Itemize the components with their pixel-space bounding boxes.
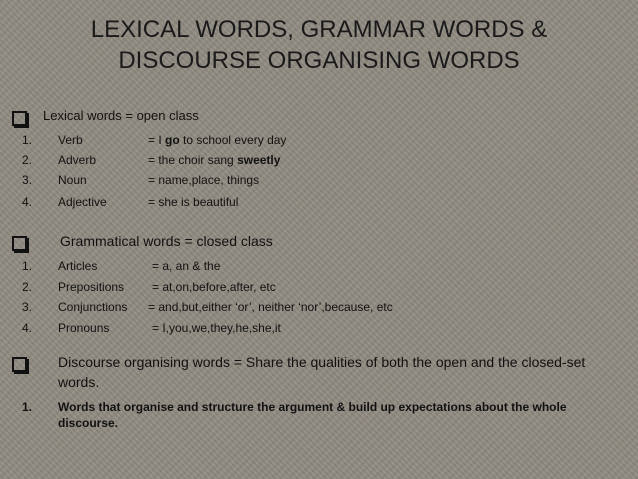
item-number: 1. bbox=[22, 400, 33, 414]
discourse-heading bbox=[12, 354, 27, 372]
item-number: 1. bbox=[22, 133, 33, 147]
slide-title bbox=[0, 14, 638, 76]
item-definition: = name,place, things bbox=[148, 173, 260, 187]
title-line-1: LEXICAL WORDS, GRAMMAR WORDS & bbox=[90, 16, 548, 43]
item-number: 2. bbox=[22, 153, 33, 167]
item-number: 4. bbox=[22, 195, 33, 209]
lexical-item-3 bbox=[22, 172, 259, 188]
item-definition: = at,on,before,after, etc bbox=[152, 280, 276, 294]
item-term: Articles bbox=[58, 259, 98, 273]
item-term: Adjective bbox=[58, 195, 107, 209]
item-term: Adverb bbox=[58, 153, 97, 167]
item-term: Noun bbox=[58, 173, 87, 187]
item-definition: = and,but,either ‘or’, neither ‘nor’,because, etc bbox=[148, 300, 393, 314]
grammatical-item-4 bbox=[22, 320, 281, 336]
item-definition: = I go to school every day bbox=[148, 133, 287, 147]
lexical-heading-text: Lexical words = open class bbox=[43, 108, 199, 123]
item-definition: = the choir sang sweetly bbox=[148, 153, 281, 167]
item-term: Verb bbox=[58, 133, 83, 147]
item-number: 1. bbox=[22, 259, 33, 273]
grammatical-heading bbox=[12, 233, 273, 251]
item-number: 3. bbox=[22, 173, 33, 187]
title-line-2: DISCOURSE ORGANISING WORDS bbox=[118, 47, 520, 74]
checkbox-bullet-icon bbox=[12, 357, 27, 372]
discourse-item-1 bbox=[22, 399, 598, 431]
grammatical-item-2 bbox=[22, 279, 276, 295]
discourse-heading-text: Discourse organising words = Share the qualities of both the open and the closed-set words. bbox=[58, 354, 586, 390]
checkbox-bullet-icon bbox=[12, 236, 27, 251]
lexical-item-2 bbox=[22, 152, 280, 168]
item-term: Prepositions bbox=[58, 280, 125, 294]
item-definition: = she is beautiful bbox=[148, 195, 239, 209]
lexical-item-1 bbox=[22, 132, 286, 148]
lexical-heading bbox=[12, 108, 199, 126]
item-term: Conjunctions bbox=[58, 300, 128, 314]
item-text: Words that organise and structure the argument & build up expectations about the whole discourse. bbox=[58, 400, 567, 430]
item-number: 2. bbox=[22, 280, 33, 294]
checkbox-bullet-icon bbox=[12, 111, 27, 126]
lexical-item-4 bbox=[22, 194, 238, 210]
item-term: Pronouns bbox=[58, 321, 110, 335]
grammatical-item-3 bbox=[22, 299, 393, 315]
grammatical-item-1 bbox=[22, 258, 220, 274]
item-definition: = a, an & the bbox=[152, 259, 221, 273]
item-definition: = I,you,we,they,he,she,it bbox=[152, 321, 281, 335]
item-number: 3. bbox=[22, 300, 33, 314]
grammatical-heading-text: Grammatical words = closed class bbox=[60, 233, 273, 249]
item-number: 4. bbox=[22, 321, 33, 335]
